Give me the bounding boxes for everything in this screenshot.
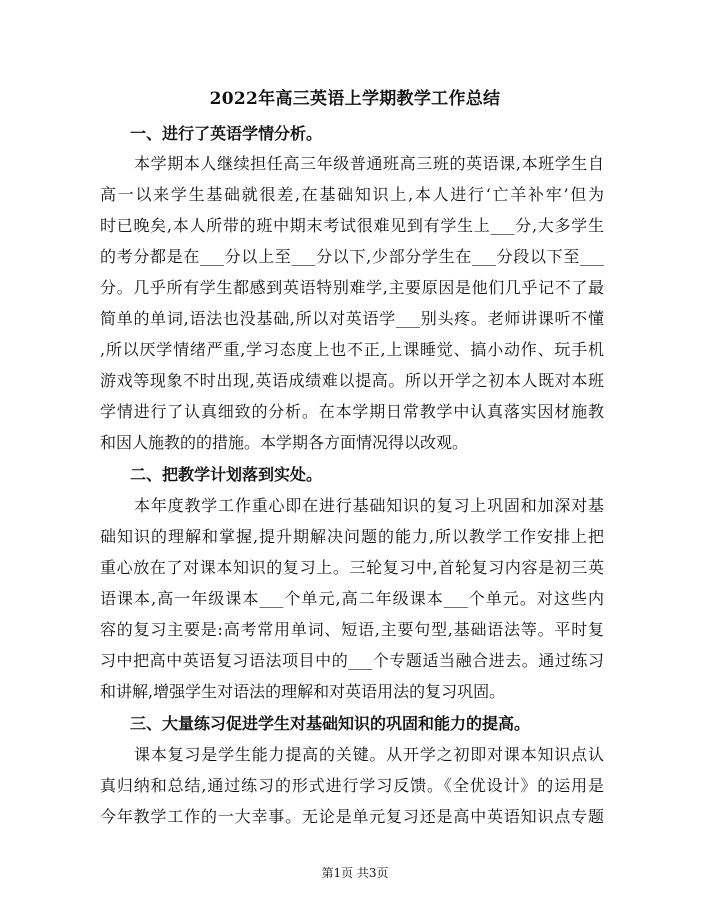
section-heading-1: 一、进行了英语学情分析。: [130, 124, 323, 143]
paragraph-line: 和讲解,增强学生对语法的理解和对英语用法的复习巩固。: [100, 682, 506, 701]
document-title: 2022年高三英语上学期教学工作总结: [209, 89, 501, 109]
paragraph-line: ,所以厌学情绪严重,学习态度上也不正,上课睡觉、搞小动作、玩手机: [100, 340, 604, 359]
paragraph-line: 游戏等现象不时出现,英语成绩难以提高。所以开学之初本人既对本班: [100, 371, 604, 390]
paragraph-line: 语课本,高一年级课本___个单元,高二年级课本___个单元。对这些内: [100, 589, 604, 608]
paragraph-line: 学情进行了认真细致的分析。在本学期日常教学中认真落实因材施教: [100, 402, 604, 421]
paragraph-line: 简单的单词,语法也没基础,所以对英语学___别头疼。老师讲课听不懂: [100, 309, 604, 328]
page-number: 第1页 共3页: [321, 866, 389, 880]
paragraph-line: 高一以来学生基础就很差,在基础知识上,本人进行‘亡羊补牢’但为: [100, 185, 604, 204]
paragraph-line: 容的复习主要是:高考常用单词、短语,主要句型,基础语法等。平时复: [100, 620, 604, 639]
paragraph-line: 和因人施教的的措施。本学期各方面情况得以改观。: [100, 433, 469, 452]
paragraph-line: 今年教学工作的一大幸事。无论是单元复习还是高中英语知识点专题: [100, 807, 604, 826]
paragraph-line: 习中把高中英语复习语法项目中的___个专题适当融合进去。通过练习: [100, 651, 604, 670]
paragraph-line: 时已晚矣,本人所带的班中期末考试很难见到有学生上___分,大多学生: [100, 216, 604, 235]
paragraph-line: 分。几乎所有学生都感到英语特别难学,主要原因是他们几乎记不了最: [100, 278, 604, 297]
paragraph-line: 的考分都是在___分以上至___分以下,少部分学生在___分段以下至___: [100, 247, 604, 266]
paragraph-line: 本学期本人继续担任高三年级普通班高三班的英语课,本班学生自: [134, 154, 604, 173]
paragraph-line: 真归纳和总结,通过练习的形式进行学习反馈。《全优设计》的运用是: [100, 776, 604, 795]
paragraph-line: 课本复习是学生能力提高的关键。从开学之初即对课本知识点认: [134, 745, 604, 764]
paragraph-line: 本年度教学工作重心即在进行基础知识的复习上巩固和加深对基: [134, 496, 604, 515]
paragraph-line: 础知识的理解和掌握,提升期解决问题的能力,所以教学工作安排上把: [100, 527, 604, 546]
paragraph-line: 重心放在了对课本知识的复习上。三轮复习中,首轮复习内容是初三英: [100, 558, 604, 577]
section-heading-3: 三、大量练习促进学生对基础知识的巩固和能力的提高。: [130, 714, 531, 733]
section-heading-2: 二、把教学计划落到实处。: [130, 465, 323, 484]
